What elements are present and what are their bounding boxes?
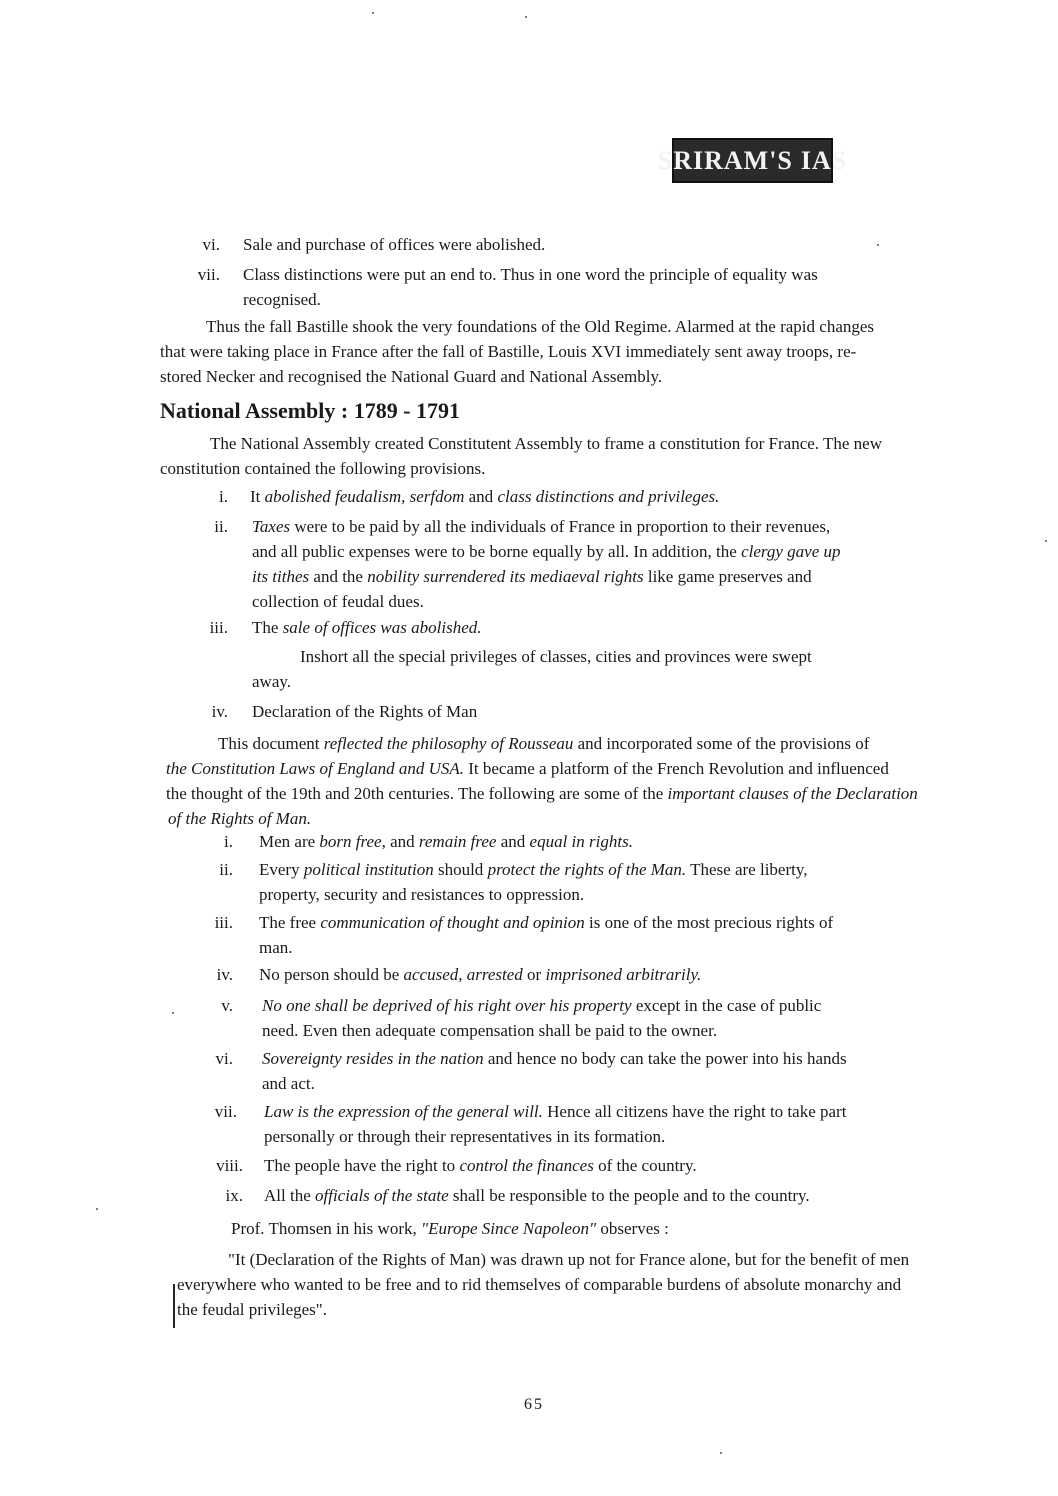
list-number: ix. [225, 1186, 243, 1205]
margin-mark [173, 1284, 175, 1328]
quote-line: everywhere who wanted to be free and to rid themselves of comparable burdens of absolute monarchy and [177, 1275, 902, 1294]
paragraph-line: constitution contained the following provisions. [160, 459, 486, 478]
paragraph-line: stored Necker and recognised the National Guard and National Assembly. [160, 367, 663, 386]
list-number: vi. [202, 235, 220, 254]
list-text-line2: property, security and resistances to oppression. [259, 885, 585, 904]
list-text: The sale of offices was abolished. [252, 618, 482, 637]
paragraph-line: the thought of the 19th and 20th centuries. The following are some of the important clauses of the Declaration [166, 784, 918, 803]
list-number: iii. [209, 618, 228, 637]
list-text: The people have the right to control the finances of the country. [264, 1156, 697, 1175]
list-text-line2: and act. [262, 1074, 315, 1093]
scan-speck [525, 16, 527, 18]
paragraph-line: This document reflected the philosophy of Rousseau and incorporated some of the provisions of [218, 734, 870, 753]
paragraph-line: that were taking place in France after the fall of Bastille, Louis XVI immediately sent away troops, re- [160, 342, 857, 361]
scan-speck [172, 1012, 174, 1014]
scan-speck [372, 12, 374, 14]
quote-line: the feudal privileges". [177, 1300, 327, 1319]
list-number: i. [224, 832, 233, 851]
scan-speck [96, 1208, 98, 1210]
scan-speck [1045, 540, 1047, 542]
quote-line: "It (Declaration of the Rights of Man) was drawn up not for France alone, but for the benefit of men [228, 1250, 910, 1269]
quote-intro: Prof. Thomsen in his work, "Europe Since Napoleon" observes : [231, 1219, 669, 1238]
list-text-line1: Every political institution should protect the rights of the Man. These are liberty, [259, 860, 808, 879]
list-number: i. [219, 487, 228, 506]
scan-speck [877, 244, 879, 246]
list-number: v. [221, 996, 233, 1015]
list-text-line2: man. [259, 938, 293, 957]
list-text-line1: The free communication of thought and opinion is one of the most precious rights of [259, 913, 834, 932]
paragraph-line: the Constitution Laws of England and USA. It became a platform of the French Revolution and influenced [166, 759, 889, 778]
paragraph-line: The National Assembly created Constitutent Assembly to frame a constitution for France. The new [210, 434, 882, 453]
list-text: Sale and purchase of offices were abolished. [243, 235, 546, 254]
scan-speck [720, 1452, 722, 1454]
logo [657, 138, 848, 183]
list-number: viii. [216, 1156, 243, 1175]
list-number: iv. [211, 702, 228, 721]
list-number: vii. [197, 265, 220, 284]
list-text: Men are born free, and remain free and equal in rights. [259, 832, 633, 851]
list-text-line3: its tithes and the nobility surrendered its mediaeval rights like game preserves and [252, 567, 812, 586]
list-number: iii. [214, 913, 233, 932]
list-text-line4: collection of feudal dues. [252, 592, 424, 611]
list-text: It abolished feudalism, serfdom and class distinctions and privileges. [250, 487, 720, 506]
page-number: 65 [524, 1396, 544, 1413]
list-text-line2: need. Even then adequate compensation shall be paid to the owner. [262, 1021, 718, 1040]
paragraph-line: Thus the fall Bastille shook the very foundations of the Old Regime. Alarmed at the rapid changes [206, 317, 875, 336]
list-text-line2: recognised. [243, 290, 321, 309]
section-heading: National Assembly : 1789 - 1791 [160, 398, 461, 423]
list-note-line1: Inshort all the special privileges of classes, cities and provinces were swept [300, 647, 812, 666]
list-text: All the officials of the state shall be responsible to the people and to the country. [264, 1186, 810, 1205]
list-text-line1: No one shall be deprived of his right over his property except in the case of public [262, 996, 822, 1015]
list-number: iv. [216, 965, 233, 984]
list-text-line1: Sovereignty resides in the nation and hence no body can take the power into his hands [262, 1049, 847, 1068]
list-text: Declaration of the Rights of Man [252, 702, 478, 721]
list-text-line2: and all public expenses were to be borne equally by all. In addition, the clergy gave up [252, 542, 841, 561]
list-text-line1: Class distinctions were put an end to. Thus in one word the principle of equality was [243, 265, 818, 284]
list-number: vii. [214, 1102, 237, 1121]
list-number: ii. [219, 860, 233, 879]
list-text-line1: Taxes were to be paid by all the individuals of France in proportion to their revenues, [252, 517, 831, 536]
paragraph-line: of the Rights of Man. [168, 809, 312, 828]
list-note-line2: away. [252, 672, 292, 691]
list-text: No person should be accused, arrested or imprisoned arbitrarily. [259, 965, 702, 984]
list-number: ii. [214, 517, 228, 536]
list-text-line2: personally or through their representatives in its formation. [264, 1127, 666, 1146]
list-number: vi. [215, 1049, 233, 1068]
logo-text-right: IAS [800, 146, 848, 175]
list-text-line1: Law is the expression of the general will. Hence all citizens have the right to take part [264, 1102, 847, 1121]
logo-text-left: SRIRAM'S [657, 146, 793, 175]
